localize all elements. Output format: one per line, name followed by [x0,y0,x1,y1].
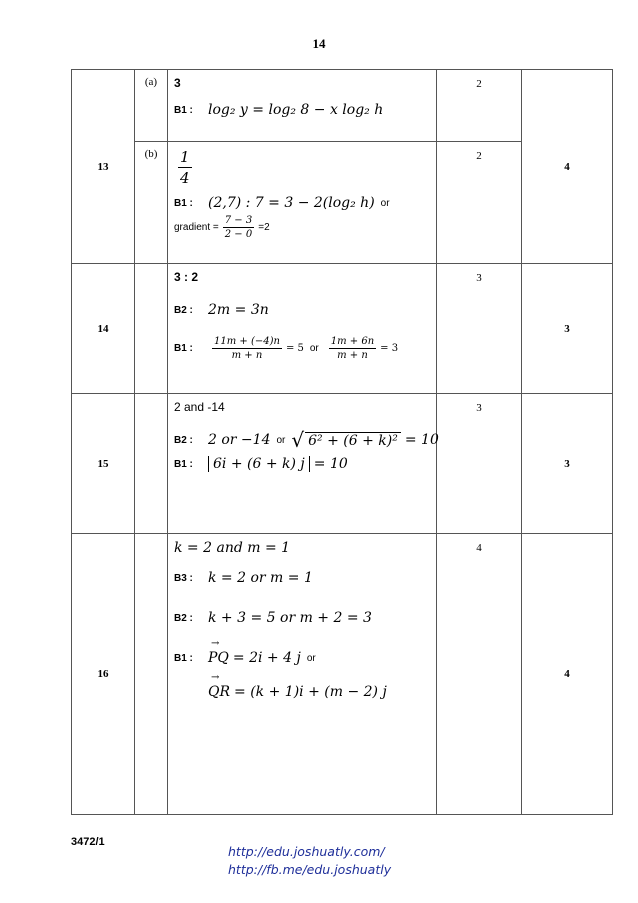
or-text: or [309,343,319,354]
working-expression: = 2i + 4 j [232,650,301,666]
mark-label: B1 : [174,343,193,354]
working-expression: 2 or −14 [208,432,271,448]
working-value: = 10 [313,456,348,472]
table-row [72,264,613,394]
working-cell [168,70,437,142]
fraction-denominator: 2 − 0 [224,229,253,240]
total-marks-13: 4 [522,70,613,264]
working-cell [168,142,437,264]
paper-code: 3472/1 [71,836,105,848]
square-root: √ 6² + (6 + k)² [291,428,400,452]
facebook-link[interactable]: http://fb.me/edu.joshuatly [228,862,392,877]
fraction-denominator: m + n [337,350,368,361]
or-text: or [306,652,316,664]
radicand: 6² + (6 + k)² [305,432,401,449]
answer: k = 2 and m = 1 [174,540,291,556]
vector-pq: → PQ [208,650,229,666]
working-expression: k + 3 = 5 or m + 2 = 3 [208,610,372,626]
total-marks-16: 4 [522,534,613,815]
gradient-label: gradient = [174,222,219,233]
question-number-13: 13 [72,70,135,264]
table-row [72,70,613,142]
total-marks-15: 3 [522,394,613,534]
part-label: (b) [135,142,168,264]
answer: 3 [174,76,181,90]
working-expression: (2,7) : 7 = 3 − 2(log₂ h) [208,195,375,211]
part-label: (a) [135,70,168,142]
mark-label: B1 : [174,104,193,116]
ratio-fraction-1 [212,336,282,361]
working-expression: 2m = 3n [208,302,269,318]
ratio-fraction-2 [329,336,376,361]
marking-scheme-table [71,69,613,815]
gradient-value: =2 [258,222,270,233]
or-text: or [276,434,286,446]
marks: 3 [437,264,522,394]
marks: 3 [437,394,522,534]
mark-label: B2 : [174,434,193,446]
answer-fraction [178,148,192,187]
mark-label: B1 : [174,458,193,470]
question-number-15: 15 [72,394,135,534]
gradient-fraction [223,215,254,240]
working-value: = 10 [404,432,439,448]
fraction-value: = 3 [380,343,399,354]
fraction-numerator: 1m + 6n [330,336,375,347]
part-label [135,394,168,534]
answer: 3 : 2 [174,270,199,284]
or-text: or [380,197,390,209]
magnitude-expression: 6i + (6 + k) j [208,456,310,472]
question-number-16: 16 [72,534,135,815]
working-cell [168,264,437,394]
mark-label: B3 : [174,572,193,584]
vector-qr: → QR [208,684,230,700]
fraction-value: = 5 [285,343,304,354]
marks: 2 [437,70,522,142]
mark-label: B1 : [174,652,193,664]
working-expression: k = 2 or m = 1 [208,570,313,586]
table-row [72,394,613,534]
part-label [135,264,168,394]
working-expression: = (k + 1)i + (m − 2) j [234,684,387,700]
question-number-14: 14 [72,264,135,394]
mark-label: B2 : [174,612,193,624]
working-cell [168,394,437,534]
website-link[interactable]: http://edu.joshuatly.com/ [228,844,385,859]
working-cell [168,534,437,815]
total-marks-14: 3 [522,264,613,394]
fraction-numerator: 1 [180,148,190,166]
marks: 2 [437,142,522,264]
answer: 2 and -14 [174,400,225,414]
fraction-denominator: 4 [180,169,190,187]
mark-label: B1 : [174,197,193,209]
mark-label: B2 : [174,304,193,316]
page-number: 14 [312,36,326,51]
marks: 4 [437,534,522,815]
part-label [135,534,168,815]
working-expression: log₂ y = log₂ 8 − x log₂ h [208,102,384,118]
table-row [72,534,613,815]
fraction-numerator: 11m + (−4)n [214,336,280,347]
footer-links [228,843,391,879]
fraction-numerator: 7 − 3 [224,215,253,226]
fraction-denominator: m + n [231,350,263,361]
